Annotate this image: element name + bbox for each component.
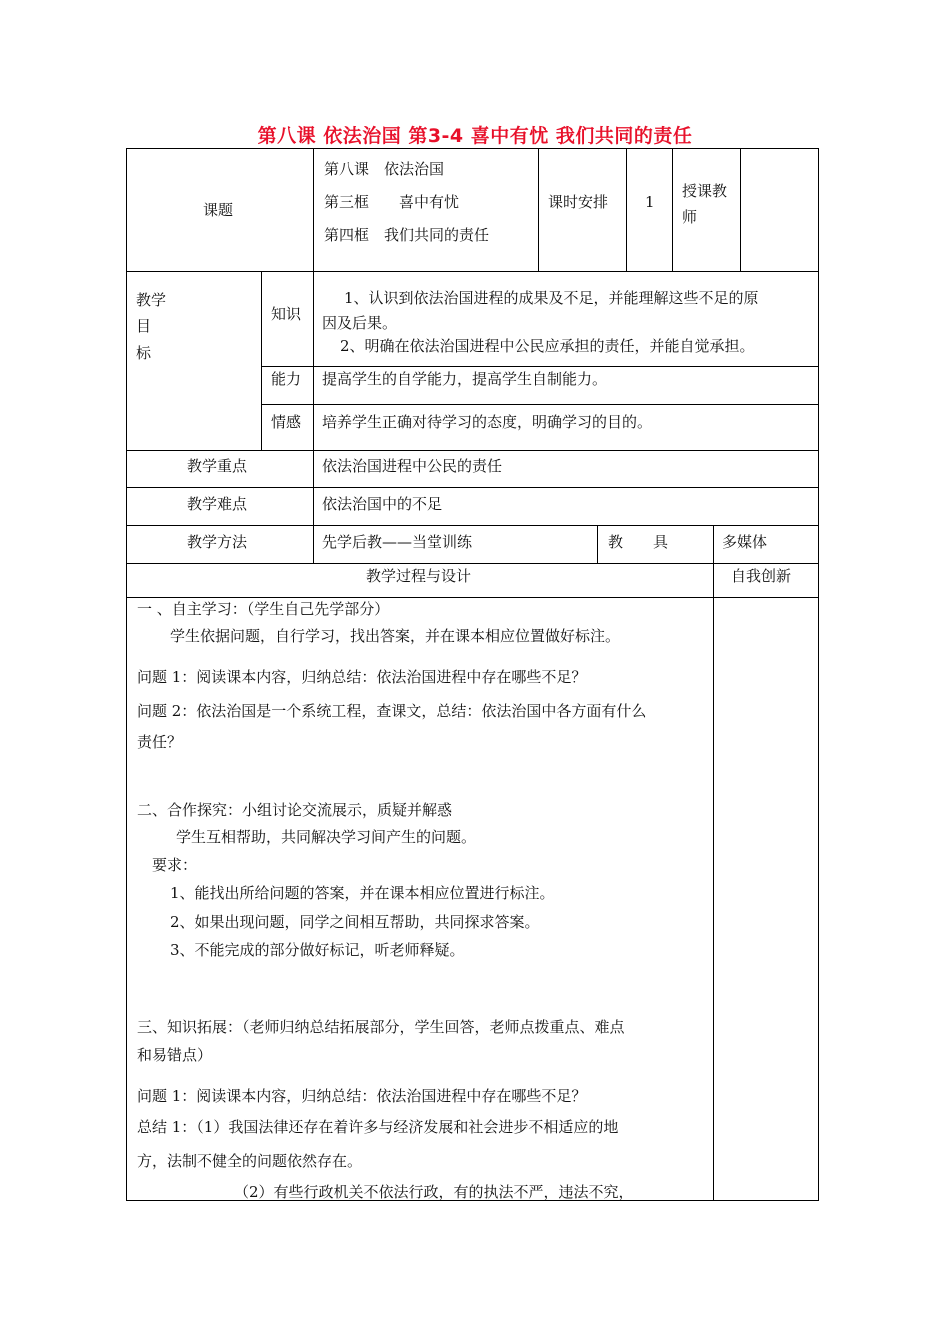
emotion-label: 情感 bbox=[271, 413, 302, 431]
goals-label: 标 bbox=[136, 344, 152, 362]
knowledge-text: 因及后果。 bbox=[322, 314, 398, 332]
row-divider bbox=[126, 525, 819, 526]
page-title: 第八课 依法治国 第3-4 喜中有忧 我们共同的责任 bbox=[257, 125, 693, 147]
process-line: 2、如果出现问题，同学之间相互帮助，共同探求答案。 bbox=[170, 913, 540, 931]
process-line: 学生依据问题，自行学习，找出答案，并在课本相应位置做好标注。 bbox=[170, 627, 621, 645]
table-border-right bbox=[818, 148, 819, 1201]
process-line: 学生互相帮助，共同解决学习间产生的问题。 bbox=[176, 828, 477, 846]
col-divider bbox=[261, 271, 262, 450]
process-line: 问题 1：阅读课本内容，归纳总结：依法治国进程中存在哪些不足？ bbox=[137, 668, 587, 686]
process-header: 教学过程与设计 bbox=[366, 567, 472, 585]
difficulty-value: 依法治国中的不足 bbox=[322, 495, 443, 513]
hours-label: 课时安排 bbox=[548, 193, 609, 211]
hours-value: 1 bbox=[645, 193, 655, 211]
method-label: 教学方法 bbox=[187, 533, 248, 551]
col-divider bbox=[740, 148, 741, 271]
teacher-label: 授课教 bbox=[682, 182, 728, 200]
process-line: 二、合作探究：小组讨论交流展示，质疑并解惑 bbox=[137, 801, 453, 819]
key-point-label: 教学重点 bbox=[187, 457, 248, 475]
process-line: 方，法制不健全的问题依然存在。 bbox=[137, 1152, 363, 1170]
process-line: 责任？ bbox=[137, 733, 183, 751]
col-divider bbox=[672, 148, 673, 271]
table-border-top bbox=[126, 148, 819, 149]
row-divider bbox=[126, 271, 819, 272]
innovation-header: 自我创新 bbox=[731, 567, 792, 585]
topic-line: 第三框 喜中有忧 bbox=[324, 193, 460, 211]
goals-label: 目 bbox=[136, 317, 152, 335]
table-border-left bbox=[126, 148, 127, 1201]
difficulty-label: 教学难点 bbox=[187, 495, 248, 513]
ability-text: 提高学生的自学能力，提高学生自制能力。 bbox=[322, 370, 608, 388]
tools-value: 多媒体 bbox=[722, 533, 768, 551]
col-divider bbox=[313, 148, 314, 563]
row-divider bbox=[261, 404, 819, 405]
knowledge-text: 1、认识到依法治国进程的成果及不足，并能理解这些不足的原 bbox=[344, 289, 759, 307]
col-divider bbox=[626, 148, 627, 271]
knowledge-label: 知识 bbox=[271, 305, 302, 323]
process-line: 问题 2：依法治国是一个系统工程，查课文，总结：依法治国中各方面有什么 bbox=[137, 702, 647, 720]
row-divider bbox=[261, 366, 819, 367]
key-point-value: 依法治国进程中公民的责任 bbox=[322, 457, 503, 475]
emotion-text: 培养学生正确对待学习的态度，明确学习的目的。 bbox=[322, 413, 653, 431]
col-divider bbox=[597, 525, 598, 563]
process-line: 总结 1：（1）我国法律还存在着许多与经济发展和社会进步不相适应的地 bbox=[137, 1118, 619, 1136]
row-divider bbox=[126, 450, 819, 451]
process-line: 一 、自主学习：（学生自己先学部分） bbox=[137, 600, 390, 618]
topic-line: 第四框 我们共同的责任 bbox=[324, 226, 490, 244]
col-divider bbox=[713, 525, 714, 1200]
goals-label: 教学 bbox=[136, 291, 167, 309]
process-line: 问题 1：阅读课本内容，归纳总结：依法治国进程中存在哪些不足？ bbox=[137, 1087, 587, 1105]
row-divider bbox=[126, 487, 819, 488]
tools-label: 教 具 bbox=[608, 533, 669, 551]
process-line: 3、不能完成的部分做好标记，听老师释疑。 bbox=[170, 941, 465, 959]
process-line: 1、能找出所给问题的答案，并在课本相应位置进行标注。 bbox=[170, 884, 555, 902]
process-line: 要求： bbox=[152, 856, 198, 874]
knowledge-text: 2、明确在依法治国进程中公民应承担的责任，并能自觉承担。 bbox=[340, 337, 755, 355]
process-line: 和易错点） bbox=[137, 1046, 213, 1064]
method-value: 先学后教——当堂训练 bbox=[322, 533, 473, 551]
topic-label: 课题 bbox=[203, 201, 234, 219]
process-line: （2）有些行政机关不依法行政，有的执法不严，违法不究， bbox=[234, 1183, 634, 1201]
col-divider bbox=[538, 148, 539, 271]
ability-label: 能力 bbox=[271, 370, 302, 388]
row-divider bbox=[126, 597, 819, 598]
teacher-label: 师 bbox=[682, 208, 698, 226]
topic-line: 第八课 依法治国 bbox=[324, 160, 445, 178]
row-divider bbox=[126, 563, 819, 564]
process-line: 三、知识拓展：（老师归纳总结拓展部分，学生回答，老师点拨重点、难点 bbox=[137, 1018, 625, 1036]
